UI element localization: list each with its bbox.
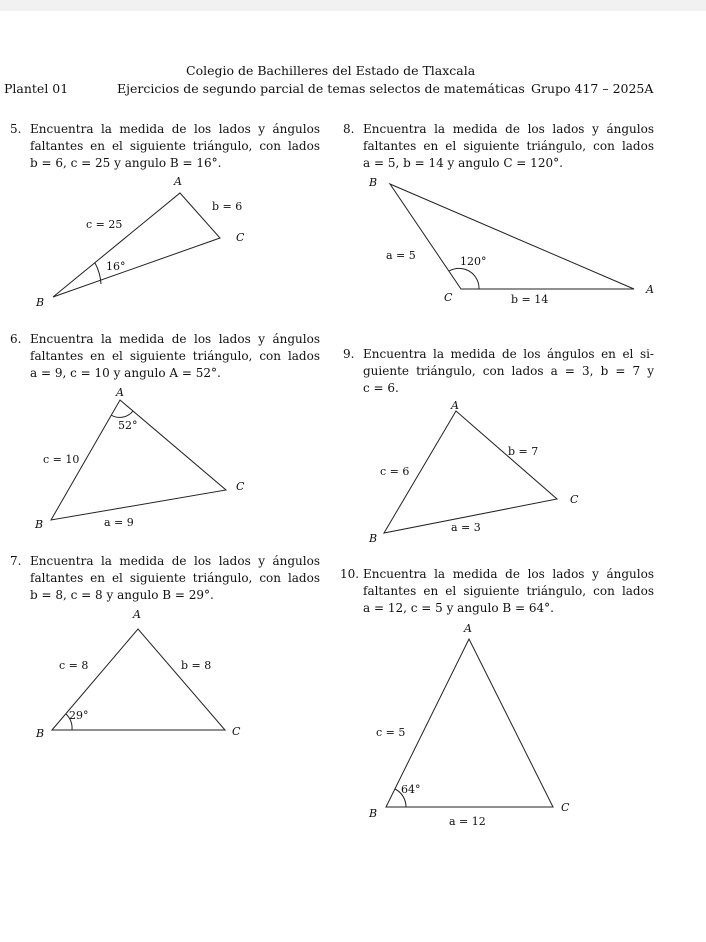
angle-label-b: 16° — [106, 260, 126, 273]
problem-text-line: faltantes en el siguiente triángulo, con lados — [30, 571, 320, 585]
vertex-label-b: B — [369, 807, 378, 820]
triangle-figure-7 — [0, 605, 330, 745]
vertex-label-a: A — [451, 399, 459, 412]
angle-arc — [111, 411, 133, 417]
side-label-b: b = 8 — [181, 659, 212, 672]
triangle — [386, 639, 553, 807]
triangle — [384, 411, 557, 533]
triangle-figure-6 — [0, 380, 330, 540]
problem-number: 9. — [343, 347, 355, 361]
problem-text-line: a = 12, c = 5 y angulo B = 64°. — [363, 601, 554, 615]
problem-text-line: faltantes en el siguiente triángulo, con lados — [363, 139, 654, 153]
side-label-c: c = 6 — [380, 465, 410, 478]
side-label-b: b = 14 — [511, 293, 549, 306]
problem-text-line: a = 9, c = 10 y angulo A = 52°. — [30, 366, 221, 380]
vertex-label-c: C — [236, 480, 245, 493]
vertex-label-c: C — [236, 231, 245, 244]
angle-label-a: 52° — [118, 419, 138, 432]
triangle — [390, 184, 634, 289]
problem-text-line: c = 6. — [363, 381, 399, 395]
angle-label-b: 64° — [401, 783, 421, 796]
side-label-b: b = 6 — [212, 200, 243, 213]
vertex-label-a: A — [174, 175, 182, 188]
side-label-c: c = 10 — [43, 453, 80, 466]
school-title: Colegio de Bachilleres del Estado de Tlaxcala — [186, 63, 476, 78]
problem-number: 6. — [10, 332, 22, 346]
problem-text-line: Encuentra la medida de los lados y ángulos — [363, 567, 654, 581]
vertex-label-c: C — [232, 725, 241, 738]
vertex-label-a: A — [646, 283, 654, 296]
vertex-label-b: B — [369, 176, 378, 189]
group-label: Grupo 417 – 2025A — [531, 81, 654, 96]
side-label-c: c = 8 — [59, 659, 89, 672]
triangle-figure-9 — [343, 396, 673, 551]
side-label-a: a = 3 — [451, 521, 481, 534]
vertex-label-b: B — [36, 727, 45, 740]
problem-text-line: Encuentra la medida de los lados y ángulos — [30, 554, 320, 568]
problem-text-line: b = 6, c = 25 y angulo B = 16°. — [30, 156, 222, 170]
side-label-a: a = 12 — [449, 815, 486, 828]
vertex-label-a: A — [116, 386, 124, 399]
angle-label-c: 120° — [460, 255, 487, 268]
problem-number: 10. — [340, 567, 360, 581]
problem-text-line: Encuentra la medida de los ángulos en el si- — [363, 347, 654, 361]
problem-number: 7. — [10, 554, 22, 568]
problem-text-line: faltantes en el siguiente triángulo, con lados — [30, 139, 320, 153]
vertex-label-a: A — [133, 608, 141, 621]
top-bar — [0, 0, 706, 11]
campus-label: Plantel 01 — [4, 81, 69, 96]
vertex-label-b: B — [35, 518, 44, 531]
vertex-label-a: A — [464, 622, 472, 635]
problem-text-line: Encuentra la medida de los lados y ángulos — [30, 332, 320, 346]
angle-label-b: 29° — [69, 709, 89, 722]
problem-text-line: Encuentra la medida de los lados y ángulos — [363, 122, 654, 136]
side-label-a: a = 5 — [386, 249, 416, 262]
triangle-figure-5 — [0, 170, 330, 315]
problem-text-line: Encuentra la medida de los lados y ángulos — [30, 122, 320, 136]
vertex-label-c: C — [570, 493, 579, 506]
problem-text-line: faltantes en el siguiente triángulo, con lados — [30, 349, 320, 363]
course-title: Ejercicios de segundo parcial de temas selectos de matemáticas — [117, 81, 525, 96]
problem-number: 5. — [10, 122, 22, 136]
vertex-label-b: B — [369, 532, 378, 545]
vertex-label-c: C — [561, 801, 570, 814]
triangle-figure-10 — [343, 615, 673, 835]
side-label-b: b = 7 — [508, 445, 539, 458]
vertex-label-b: B — [36, 296, 45, 309]
problem-text-line: a = 5, b = 14 y angulo C = 120°. — [363, 156, 563, 170]
side-label-c: c = 5 — [376, 726, 406, 739]
vertex-label-c: C — [444, 291, 453, 304]
problem-number: 8. — [343, 122, 355, 136]
triangle — [53, 193, 220, 297]
triangle-figure-8 — [343, 170, 673, 315]
side-label-c: c = 25 — [86, 218, 123, 231]
side-label-a: a = 9 — [104, 516, 134, 529]
problem-text-line: guiente triángulo, con lados a = 3, b = 7 y — [363, 364, 654, 378]
problem-text-line: b = 8, c = 8 y angulo B = 29°. — [30, 588, 214, 602]
problem-text-line: faltantes en el siguiente triángulo, con lados — [363, 584, 654, 598]
